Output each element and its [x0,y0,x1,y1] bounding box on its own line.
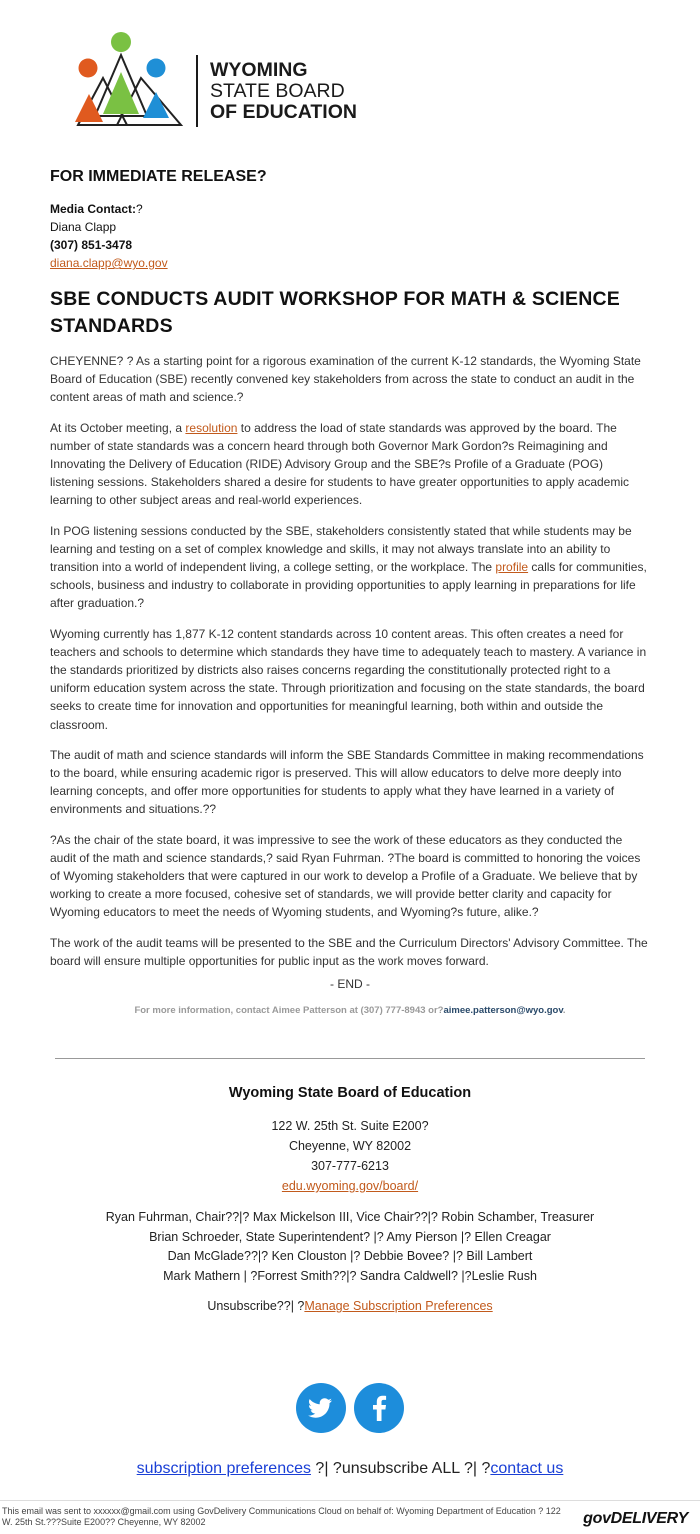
board-line-4: Mark Mathern | ?Forrest Smith??|? Sandra Caldwell? |?Leslie Rush [163,1268,537,1283]
board-line-2: Brian Schroeder, State Superintendent? |? Amy Pierson |? Ellen Creagar [149,1229,551,1244]
govdelivery-logo[interactable]: govDELIVERY [583,1510,688,1527]
more-info-tail: . [562,1005,566,1016]
media-contact [50,200,168,272]
contact-label-suffix: ? [136,202,143,216]
profile-link[interactable]: profile [495,560,529,575]
unsubscribe-all-link[interactable]: unsubscribe ALL [341,1460,460,1477]
article-body [50,352,650,982]
footer-address [0,1116,700,1196]
board-line-3: Dan McGlade??|? Ken Clouston |? Debbie Bovee? |? Bill Lambert [167,1249,533,1263]
footer-sep-2: ?| ? [459,1460,491,1477]
manage-subscription-link[interactable]: Manage Subscription Preferences [304,1299,493,1313]
unsubscribe-text[interactable]: Unsubscribe??| ? [207,1299,305,1313]
footer-sep-1: ?| ? [310,1460,342,1477]
paragraph-2 [50,419,650,510]
more-info [0,1005,700,1016]
footer-phone: 307-777-6213 [311,1159,389,1173]
footer-website-link[interactable]: edu.wyoming.gov/board/ [281,1179,419,1193]
contact-email-link[interactable]: diana.clapp@wyo.gov [50,256,168,270]
footer-address-line-1: 122 W. 25th St. Suite E200? [271,1119,429,1133]
logo-line-2: STATE BOARD [210,80,345,102]
facebook-icon [354,1383,404,1433]
board-line-1: Ryan Fuhrman, Chair??|? Max Mickelson III, Vice Chair??|? Robin Schamber, Treasurer [105,1210,595,1224]
p2-before: At its October meeting, a [50,420,186,435]
contact-name: Diana Clapp [50,220,117,234]
more-info-text: For more information, contact Aimee Patterson at (307) 777-8943 or? [134,1005,444,1016]
paragraph-3 [50,522,650,613]
unsubscribe-row [0,1299,700,1313]
p2-after: to address the load of state standards was approved by the board. The number of state standards was a concern heard through both Governor Mark Gordon?s Reimagining and Innovating the Delivery of Education (RIDE) Advisory Group and the SBE?s Profile of a Graduate (POG) listening sessions. Stakeholders shared a desire for students to have greater opportunities to apply academic learning to other subject areas and real-world experiences. [50,420,629,508]
facebook-button[interactable] [354,1383,404,1433]
footer-address-line-2: Cheyenne, WY 82002 [288,1139,412,1153]
paragraph-7: The work of the audit teams will be presented to the SBE and the Curriculum Directors' Advisory Committee. The board will ensure multiple opportunities for public input as the work moves forward. [50,935,648,968]
contact-phone: (307) 851-3478 [50,238,133,252]
subscription-preferences-link[interactable]: subscription preferences [136,1460,311,1477]
contact-us-link[interactable]: contact us [490,1460,564,1477]
paragraph-1: CHEYENNE? ? As a starting point for a rigorous examination of the current K-12 standards, the Wyoming State Board of Education (SBE) recently convened key stakeholders from across the state to conduct an audit in the content areas of math and science.? [50,354,641,405]
logo-line-1: WYOMING [210,59,308,81]
footer-org-name: Wyoming State Board of Education [228,1085,472,1101]
logo-divider [196,55,198,127]
footer-divider [55,1058,645,1059]
article-headline: SBE CONDUCTS AUDIT WORKSHOP FOR MATH & SCIENCE STANDARDS [50,288,621,337]
resolution-link[interactable]: resolution [185,420,238,435]
more-info-email[interactable]: aimee.patterson@wyo.gov [443,1005,563,1016]
contact-label: Media Contact: [50,202,137,216]
p3-before: In POG listening sessions conducted by the SBE, stakeholders consistently stated that while students may be learning and testing on a set of complex knowledge and skills, it may not always translate into an ability to transition into a world of independent living, a college setting, or the workplace. The [50,523,632,575]
twitter-button[interactable] [296,1383,346,1433]
twitter-icon [296,1383,346,1433]
logo-wordmark [210,60,357,123]
footer-links [0,1460,700,1478]
paragraph-5: The audit of math and science standards will inform the SBE Standards Committee in making recommendations to the board, while ensuring academic rigor is preserved. This will allow educators to delve more deeply into learning concepts, and offer more opportunities for students to apply what they have learned in a variety of environments and situations.?? [50,747,644,817]
paragraph-4: Wyoming currently has 1,877 K-12 content standards across 10 content areas. This often creates a need for teachers and schools to determine which standards they have time to adequately teach to mastery. A variance in the standards prioritized by districts also raises concerns regarding the constitutionally protected right to a uniform education system across the state. Through prioritization and focusing on the state standards, the board seeks to create time for innovation and opportunities for meaningful learning, both within and outside the classroom. [50,626,647,732]
paragraph-6: ?As the chair of the state board, it was impressive to see the work of these educators as they conducted the audit of the math and science standards,? said Ryan Fuhrman. ?The board is committed to honoring the voices of Wyoming stakeholders that were captured in our work to develop a Profile of a Graduate. We believe that by working to create a more focused, cohesive set of standards, we will provide better clarity and capacity for Wyoming educators to meet the needs of Wyoming students, and Wyoming?s future, alike.? [50,832,641,920]
govdelivery-footer [0,1500,700,1534]
logo-line-3: OF EDUCATION [210,101,357,123]
delivery-notice: This email was sent to xxxxxx@gmail.com using GovDelivery Communications Cloud on behalf of: Wyoming Department of Education ? 122 W. 25th St.???Suite E200?? Cheyenne, WY 82002 [2,1506,561,1527]
board-members [0,1208,700,1286]
release-heading: FOR IMMEDIATE RELEASE? [50,168,267,185]
p3-after: calls for communities, schools, business and industry to collaborate in providing opportunities to apply learning in preparations for life after graduation.? [50,560,647,611]
end-marker: - END - [330,977,370,991]
